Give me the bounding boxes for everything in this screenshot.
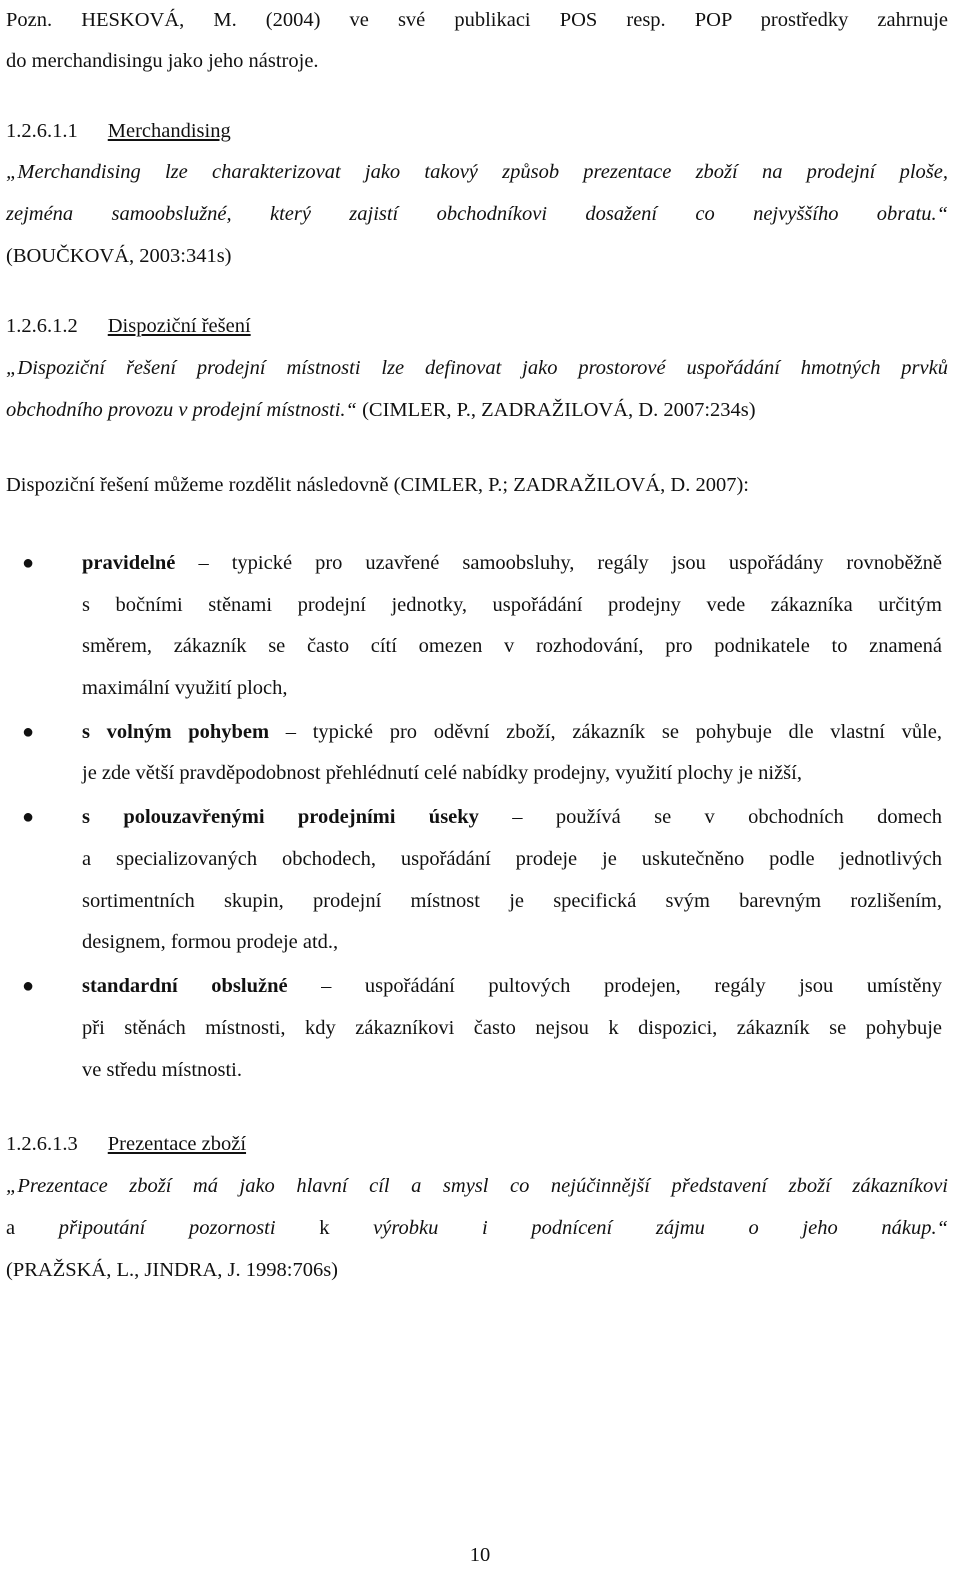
section-number: 1.2.6.1.2 <box>6 315 78 337</box>
quote-line-with-citation <box>6 396 948 424</box>
quote-line: „Merchandising lze charakterizovat jako takový způsob prezentace zboží na prodejní ploše, <box>6 161 948 183</box>
list-item-text: – typické pro oděvní zboží, zákazník se pohybuje dle vlastní vůle, <box>285 721 942 743</box>
list-item-term: standardní obslužné <box>82 975 288 997</box>
list-item-term: s polouzavřenými prodejními úseky <box>82 806 479 828</box>
quote-text: připoutání pozornosti <box>58 1217 276 1239</box>
citation: (PRAŽSKÁ, L., JINDRA, J. 1998:706s) <box>6 1259 339 1281</box>
section-title: Merchandising <box>107 120 231 142</box>
section-heading-prezentace-zbozi <box>6 1130 948 1158</box>
section-title: Prezentace zboží <box>107 1133 247 1155</box>
intro-line-2: do merchandisingu jako jeho nástroje. <box>6 50 319 72</box>
quote-text: výrobku i podnícení zájmu o jeho nákup.“ <box>373 1217 948 1239</box>
section-number: 1.2.6.1.3 <box>6 1133 78 1155</box>
list-item-line: maximální využití ploch, <box>82 677 288 699</box>
list-item-line <box>82 718 942 746</box>
section-heading-dispozicni-reseni <box>6 312 948 340</box>
section-number: 1.2.6.1.1 <box>6 120 78 142</box>
list-item-term: pravidelné <box>82 552 176 574</box>
citation: (BOUČKOVÁ, 2003:341s) <box>6 245 232 267</box>
list-item-line <box>82 803 942 831</box>
list-item-line: při stěnách místnosti, kdy zákazníkovi často nejsou k dispozici, zákazník se pohybuje <box>82 1017 942 1039</box>
bullet-icon: ● <box>22 552 35 574</box>
list-item-line: s bočními stěnami prodejní jednotky, uspořádání prodejny vede zákazníka určitým <box>82 594 942 616</box>
bullet-icon: ● <box>22 721 35 743</box>
list-item-line: sortimentních skupin, prodejní místnost je specifická svým barevným rozlišením, <box>82 890 942 912</box>
quote-word: k <box>319 1217 330 1239</box>
list-item-line: a specializovaných obchodech, uspořádání prodeje je uskutečněno podle jednotlivých <box>82 848 942 870</box>
page-number: 10 <box>469 1544 491 1566</box>
quote-line: zejména samoobslužné, který zajistí obchodníkovi dosažení co nejvyššího obratu.“ <box>6 203 948 225</box>
list-item-line: směrem, zákazník se často cítí omezen v rozhodování, pro podnikatele to znamená <box>82 635 942 657</box>
list-item-text: – používá se v obchodních domech <box>512 806 942 828</box>
quote-line: „Dispoziční řešení prodejní místnosti lze definovat jako prostorové uspořádání hmotných prvků <box>6 357 948 379</box>
quote-word: a <box>6 1217 16 1239</box>
list-item-line: designem, formou prodeje atd., <box>82 931 339 953</box>
intro-line-1: Pozn. HESKOVÁ, M. (2004) ve své publikaci POS resp. POP prostředky zahrnuje <box>6 9 948 31</box>
lead-paragraph: Dispoziční řešení můžeme rozdělit následovně (CIMLER, P.; ZADRAŽILOVÁ, D. 2007): <box>6 474 749 496</box>
list-item-text: – typické pro uzavřené samoobsluhy, regály jsou uspořádány rovnoběžně <box>198 552 942 574</box>
list-item-line <box>82 972 942 1000</box>
list-item-text: – uspořádání pultových prodejen, regály jsou umístěny <box>321 975 942 997</box>
list-item-line <box>82 549 942 577</box>
list-item-line: je zde větší pravděpodobnost přehlédnutí celé nabídky prodejny, využití plochy je nižší, <box>82 762 802 784</box>
list-item-line: ve středu místnosti. <box>82 1059 243 1081</box>
section-title: Dispoziční řešení <box>107 315 251 337</box>
list-item-term: s volným pohybem <box>82 721 270 743</box>
bullet-icon: ● <box>22 806 35 828</box>
bullet-icon: ● <box>22 975 35 997</box>
quote-text: obchodního provozu v prodejní místnosti.“ <box>6 399 357 421</box>
citation: (CIMLER, P., ZADRAŽILOVÁ, D. 2007:234s) <box>362 399 756 421</box>
quote-line: „Prezentace zboží má jako hlavní cíl a smysl co nejúčinnější představení zboží zákazníkovi <box>6 1175 948 1197</box>
section-heading-merchandising <box>6 117 948 145</box>
quote-line <box>6 1214 948 1242</box>
